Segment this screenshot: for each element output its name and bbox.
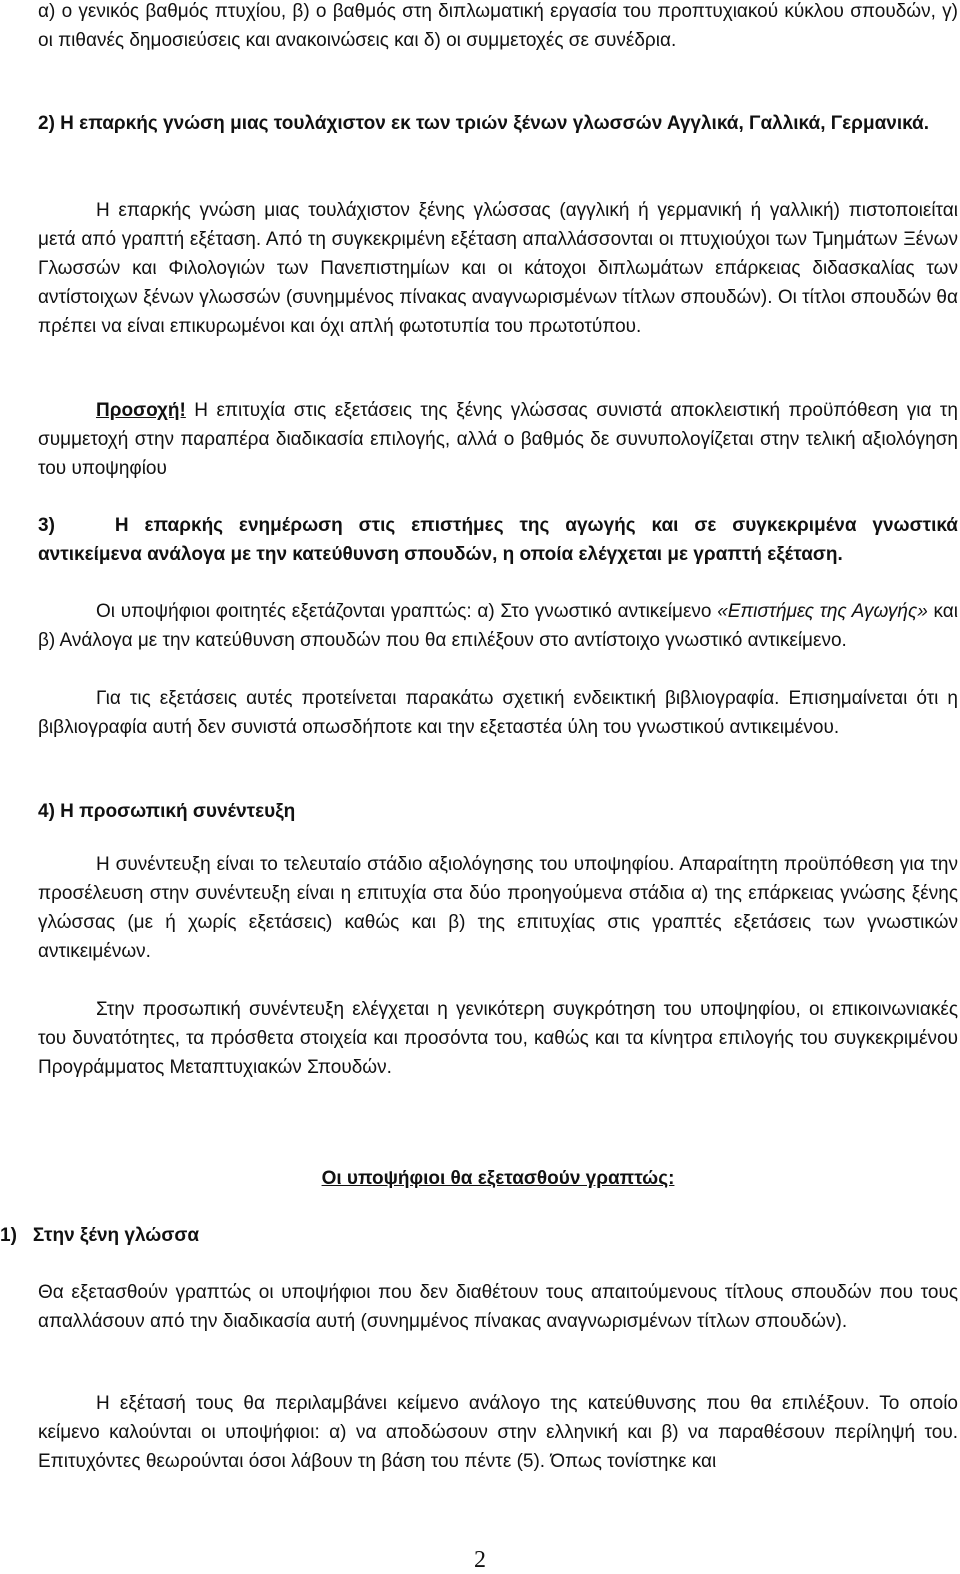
paragraph-bibliography: Για τις εξετάσεις αυτές προτείνεται παρακάτω σχετική ενδεικτική βιβλιογραφία. Επισημαίνεται ότι η βιβλιογραφία αυτή δεν συνιστά οπωσδήποτε και την εξεταστέα ύλη του γνωστικού αντικειμένου. <box>38 688 958 738</box>
paragraph-exam-content: Η εξέτασή τους θα περιλαμβάνει κείμενο ανάλογο της κατεύθυνσης που θα επιλέξουν. Το οποίο κείμενο καλούνται οι υποψήφιοι: α) να αποδώσουν στην ελληνική και β) να παραθέσουν περίληψή του. Επιτυχόντες θεωρούνται όσοι λάβουν τη βάση του πέντε (5). Όπως τονίστηκε και <box>38 1393 958 1472</box>
attention-label: Προσοχή! <box>96 400 186 421</box>
heading-interview: 4) Η προσωπική συνέντευξη <box>38 801 296 822</box>
paragraph-language-certification: Η επαρκής γνώση μιας τουλάχιστον ξένης γλώσσας (αγγλική ή γερμανική ή γαλλική) πιστοποιείται μετά από γραπτή εξέταση. Από τη συγκεκριμένη εξέταση απαλλάσσονται οι πτυχιούχοι των Τμημάτων Ξένων Γλωσσών και Φιλολογιών των Πανεπιστημίων και οι κάτοχοι διπλωμάτων επάρκειας διδασκαλίας των αντίστοιχων ξένων γλωσσών (συνημμένος πίνακας αναγνωρισμένων τίτλων σπουδών). Οι τίτλοι σπουδών θα πρέπει να είναι επικυρωμένοι και όχι απλή φωτοτυπία του πρωτοτύπου. <box>38 200 958 337</box>
page-number: 2 <box>474 1547 486 1573</box>
heading-foreign-language: 2) Η επαρκής γνώση μιας τουλάχιστον εκ των τριών ξένων γλωσσών Αγγλικά, Γαλλικά, Γερμανικά. <box>38 113 930 134</box>
paragraph-attention <box>38 396 958 483</box>
paragraph-written-exams <box>38 597 958 655</box>
heading-number: 3) <box>38 515 55 536</box>
paragraph-interview-content: Στην προσωπική συνέντευξη ελέγχεται η γενικότερη συγκρότηση του υποψηφίου, οι επικοινωνιακές του δυνατότητες, τα πρόσθετα στοιχεία και προσόντα του, καθώς και τα κίνητρα επιλογής του συγκεκριμένου Προγράμματος Μεταπτυχιακών Σπουδών. <box>38 999 958 1078</box>
exam-subject-italic: «Επιστήμες της Αγωγής» <box>717 601 928 622</box>
heading-education-sciences <box>38 511 958 569</box>
paragraph-interview-stage: Η συνέντευξη είναι το τελευταίο στάδιο αξιολόγησης του υποψηφίου. Απαραίτητη προϋπόθεση για την προσέλευση στην συνέντευξη είναι η επιτυχία στα δύο προηγούμενα στάδια α) της επάρκειας γνώσης ξένης γλώσσας (με ή χωρίς εξετάσεις) καθώς και β) της επιτυχίας στις γραπτές εξετάσεις των γνωστικών αντικειμένων. <box>38 854 958 962</box>
heading-foreign-language-exam <box>0 1221 958 1250</box>
heading-written-candidates: Οι υποψήφιοι θα εξετασθούν γραπτώς: <box>321 1168 675 1189</box>
paragraph-exam-candidates: Θα εξετασθούν γραπτώς οι υποψήφιοι που δεν διαθέτουν τους απαιτούμενους τίτλους σπουδών που τους απαλλάσουν από την διαδικασία αυτή (συνημμένος πίνακας αναγνωρισμένων τίτλων σπουδών). <box>38 1282 958 1332</box>
heading-text: Στην ξένη γλώσσα <box>32 1225 200 1246</box>
paragraph-criteria: α) ο γενικός βαθμός πτυχίου, β) ο βαθμός στη διπλωματική εργασία του προπτυχιακού κύκλου σπουδών, γ) οι πιθανές δημοσιεύσεις και ανακοινώσεις και δ) οι συμμετοχές σε συνέδρια. <box>38 1 958 51</box>
exam-text-post: και β) Ανάλογα με την κατεύθυνση σπουδών που θα επιλέξουν στο αντίστοιχο γνωστικό αντικείμενο. <box>38 601 958 651</box>
attention-text: Η επιτυχία στις εξετάσεις της ξένης γλώσσας συνιστά αποκλειστική προϋπόθεση για τη συμμετοχή στην παραπέρα διαδικασία επιλογής, αλλά ο βαθμός δε συνυπολογίζεται στην τελική αξιολόγηση του υποψηφίου <box>38 400 958 479</box>
heading-number: 1) <box>0 1225 17 1246</box>
exam-text-pre: Οι υποψήφιοι φοιτητές εξετάζονται γραπτώς: α) Στο γνωστικό αντικείμενο <box>96 601 718 622</box>
heading-text: Η επαρκής ενημέρωση στις επιστήμες της αγωγής και σε συγκεκριμένα γνωστικά αντικείμενα ανάλογα με την κατεύθυνση σπουδών, η οποία ελέγχεται με γραπτή εξέταση. <box>38 515 958 565</box>
